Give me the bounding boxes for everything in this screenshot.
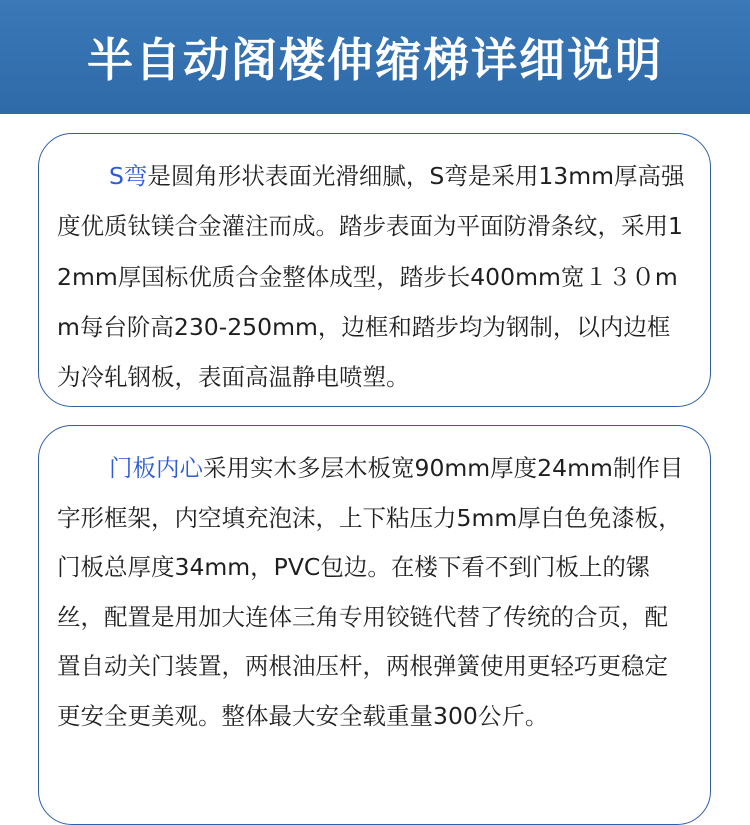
door-panel-text: 采用实木多层木板宽90mm厚度24mm制作目字形框架，内空填充泡沫，上下粘压力5mm厚白色免漆板，门板总厚度34mm，PVC包边。在楼下看不到门板上的镙丝，配置是用加大连体三角专用铰链代替了传统的合页，配置自动关门装置，两根油压杆，两根弹簧使用更轻巧更稳定更安全更美观。整体最大安全载重量300公斤。 (57, 454, 684, 730)
s-bend-description-card (38, 133, 711, 407)
door-panel-paragraph (57, 444, 690, 741)
door-panel-highlight: 门板内心 (109, 454, 203, 482)
title-banner (0, 0, 750, 114)
s-bend-text: 是圆角形状表面光滑细腻，S弯是采用13mm厚高强度优质钛镁合金灌注而成。踏步表面为平面防滑条纹，采用12mm厚国标优质合金整体成型，踏步长400mm宽１３０mm每台阶高230-250mm，边框和踏步均为钢制，以内边框为冷轧钢板，表面高温静电喷塑。 (57, 162, 685, 392)
door-panel-description-card (38, 425, 711, 825)
s-bend-highlight: S弯 (109, 162, 148, 190)
page-title: 半自动阁楼伸缩梯详细说明 (87, 33, 663, 87)
s-bend-paragraph (57, 151, 690, 402)
